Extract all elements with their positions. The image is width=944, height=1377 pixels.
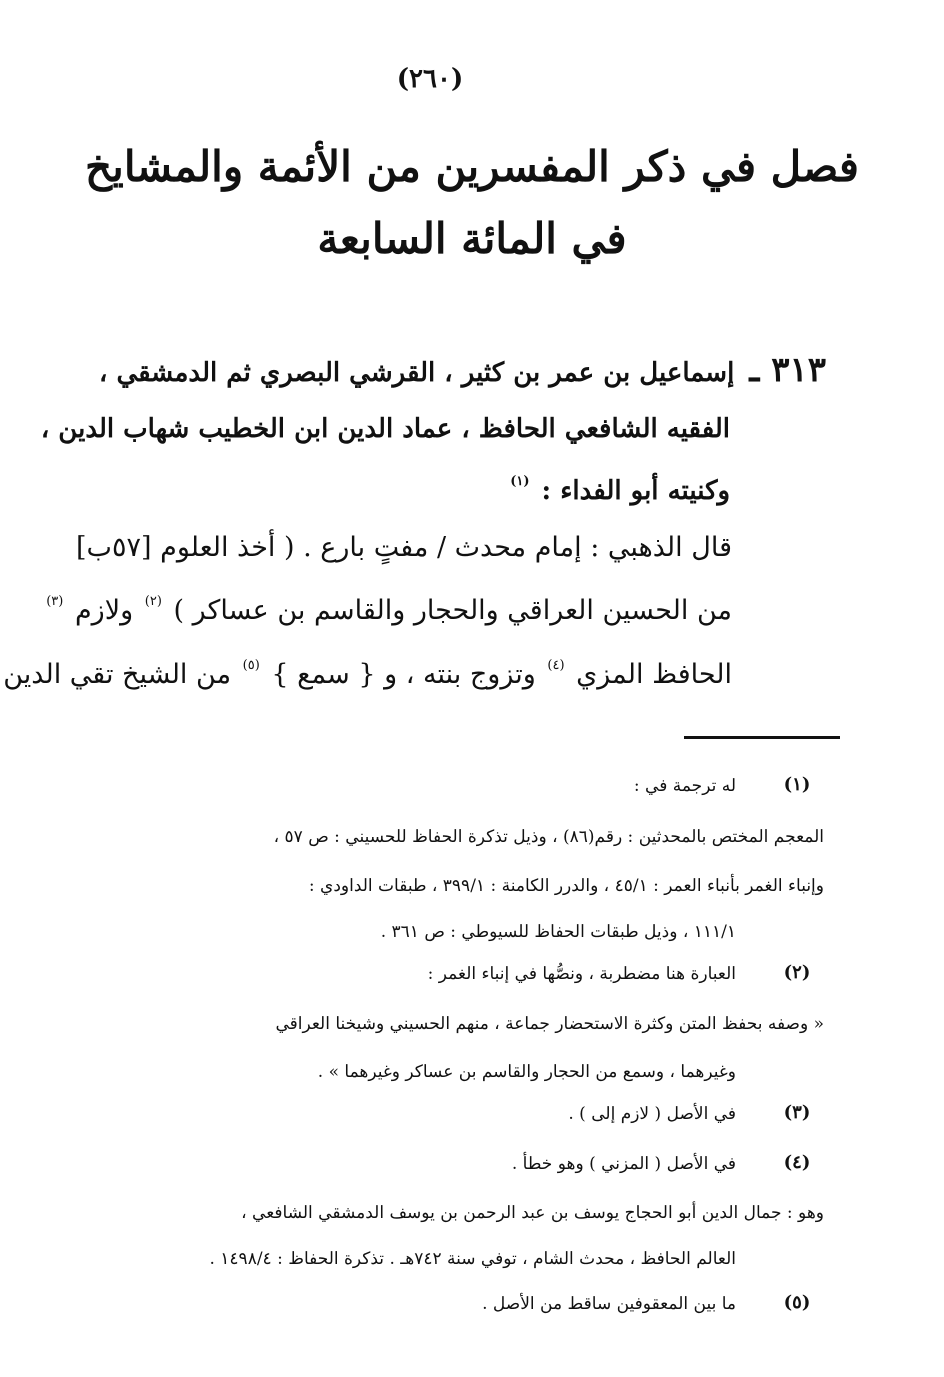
footnote-text: في الأصل ( لازم إلى ) . [568, 1104, 736, 1124]
page-number: (٢٦٠) [396, 64, 464, 94]
footnote-ref: (١) [510, 474, 530, 489]
entry-header-line-2: الفقيه الشافعي الحافظ ، عماد الدين ابن الخطيب شهاب الدين ، [40, 414, 730, 444]
footnote-text: العبارة هنا مضطربة ، ونصُّها في إنباء الغمر : [427, 964, 736, 984]
body-line-1: قال الذهبي : إمام محدث / مفتٍ بارع . ( أخذ العلوم [٥٧ب] [76, 532, 732, 563]
footnote-text: وإنباء الغمر بأنباء العمر : ٤٥/١ ، والدرر الكامنة : ٣٩٩/١ ، طبقات الداودي : [308, 876, 824, 896]
footnote-text: وغيرهما ، وسمع من الحجار والقاسم بن عساكر وغيرهما » . [317, 1062, 736, 1082]
footnote-ref: (٤) [547, 658, 565, 673]
footnote-text: العالم الحافظ ، محدث الشام ، توفي سنة ٧٤٢هـ . تذكرة الحفاظ : ١٤٩٨/٤ . [209, 1249, 736, 1269]
section-heading-line-2: في المائة السابعة [317, 214, 627, 263]
footnote-text: في الأصل ( المزني ) وهو خطأ . [511, 1154, 736, 1174]
body-line-3 [3, 658, 732, 690]
body-text: من الحسين العراقي والحجار والقاسم بن عساكر ) [173, 595, 732, 626]
footnote-number: (٤) [783, 1152, 811, 1173]
footnote-text: وهو : جمال الدين أبو الحجاج يوسف بن عبد الرحمن بن يوسف الدمشقي الشافعي ، [241, 1203, 824, 1223]
entry-name-text: إسماعيل بن عمر بن كثير ، القرشي البصري ثم الدمشقي ، [99, 358, 735, 388]
section-heading-line-1: فصل في ذكر المفسرين من الأئمة والمشايخ [85, 142, 859, 191]
footnote-divider [684, 736, 840, 739]
footnote-ref: (٣) [46, 594, 64, 609]
footnote-number: (٢) [783, 962, 811, 983]
footnote-text: المعجم المختص بالمحدثين : رقم(٨٦) ، وذيل تذكرة الحفاظ للحسيني : ص ٥٧ ، [273, 827, 824, 847]
footnote-text: « وصفه بحفظ المتن وكثرة الاستحضار جماعة ، منهم الحسيني وشيخنا العراقي [275, 1014, 824, 1034]
footnote-text: له ترجمة في : [633, 776, 736, 796]
body-text: الحافظ المزي [576, 659, 732, 690]
body-text: ولازم [74, 595, 134, 626]
body-text: من الشيخ تقي الدين [3, 659, 232, 690]
footnote-number: (١) [783, 774, 811, 795]
footnote-number: (٥) [783, 1292, 811, 1313]
entry-header-line-1 [99, 350, 826, 390]
body-line-2 [43, 594, 732, 626]
footnote-number: (٣) [783, 1102, 811, 1123]
footnote-text: ما بين المعقوفين ساقط من الأصل . [482, 1294, 736, 1314]
footnote-ref: (٢) [144, 594, 162, 609]
body-text: وتزوج بنته ، و { سمع } [271, 659, 536, 690]
entry-header-line-3 [507, 474, 730, 506]
footnote-ref: (٥) [242, 658, 260, 673]
entry-number: ٣١٣ ـ [749, 350, 826, 390]
entry-kunya-text: وكنيته أبو الفداء : [541, 476, 730, 506]
footnote-text: ١١١/١ ، وذيل طبقات الحفاظ للسيوطي : ص ٣٦١ . [380, 922, 736, 942]
